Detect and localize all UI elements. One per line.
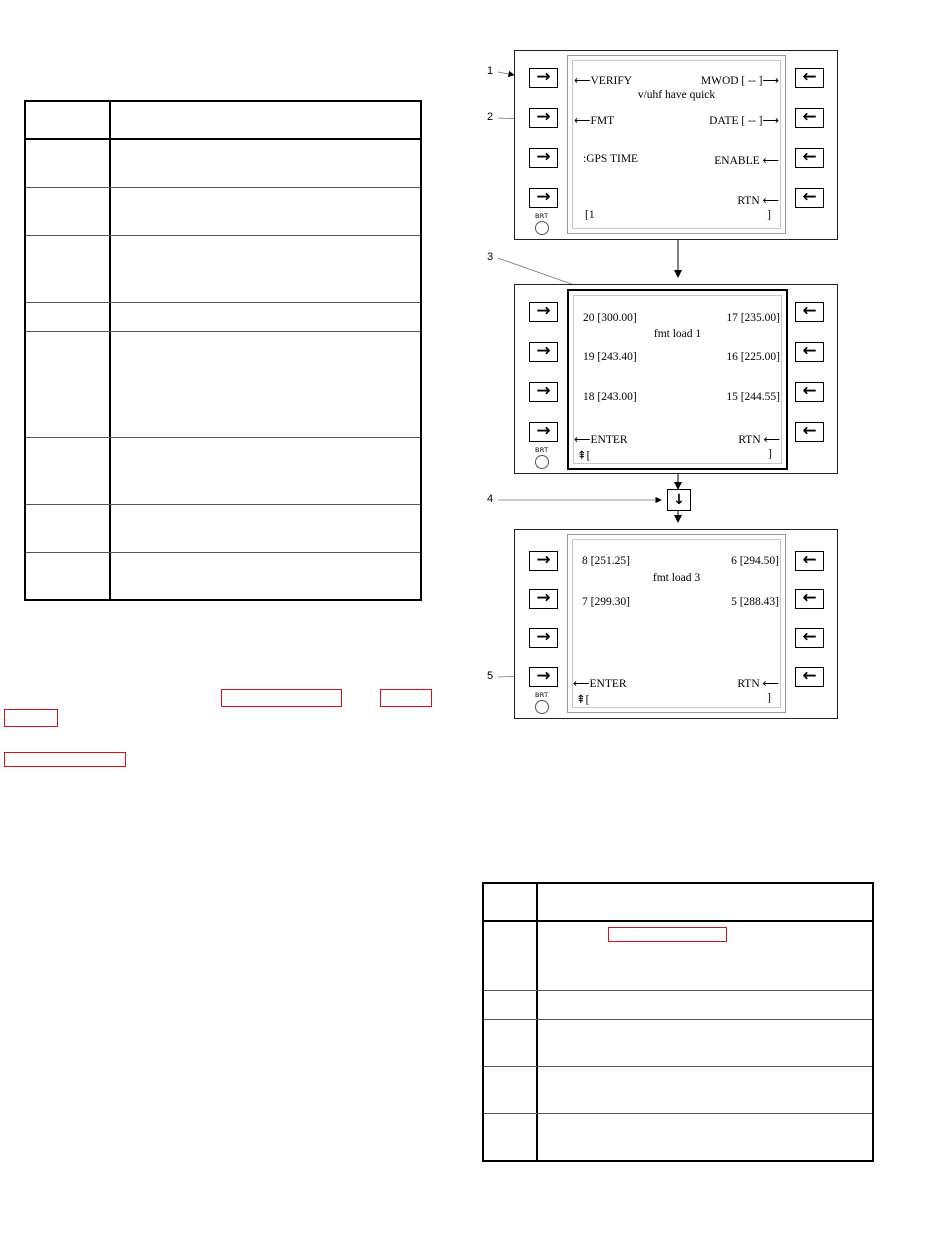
freq-preset-8[interactable]: 8 [251.25] <box>582 555 630 567</box>
right-table <box>482 882 874 1162</box>
table-row <box>484 1020 872 1067</box>
fmt-option[interactable]: ⟵FMT <box>574 115 615 127</box>
freq-preset-15[interactable]: 15 [244.55] <box>726 391 780 403</box>
arrow-right-icon[interactable]: → <box>529 148 558 168</box>
table-row <box>484 1067 872 1114</box>
reference-link[interactable] <box>608 927 727 942</box>
table-header-row <box>484 884 872 922</box>
arrow-left-icon[interactable]: ← <box>795 628 824 648</box>
enter-option[interactable]: ⟵ENTER <box>574 434 628 446</box>
freq-preset-6[interactable]: 6 [294.50] <box>731 555 779 567</box>
arrow-left-icon[interactable]: ← <box>795 382 824 402</box>
callout-3: 3 <box>487 251 494 263</box>
brt-label: BRT <box>535 212 549 220</box>
arrow-left-icon[interactable]: ← <box>795 302 824 322</box>
arrow-right-icon[interactable]: → <box>529 302 558 322</box>
brightness-knob[interactable] <box>535 221 549 235</box>
arrow-down-icon[interactable]: ↓ <box>667 489 691 511</box>
scratchpad-end: ] <box>768 448 772 460</box>
cdu-panel-3 <box>514 529 838 719</box>
arrow-left-icon[interactable]: ← <box>795 342 824 362</box>
cdu-panel-1 <box>514 50 838 240</box>
cdu-screen-2 <box>567 289 788 470</box>
callout-5: 5 <box>487 670 494 682</box>
gps-time-label: :GPS TIME <box>583 153 639 165</box>
screen-subtitle: v/uhf have quick <box>637 89 716 101</box>
freq-preset-17[interactable]: 17 [235.00] <box>726 312 780 324</box>
date-field[interactable]: DATE [ -- ]⟶ <box>709 115 779 127</box>
callout-4: 4 <box>487 493 494 505</box>
freq-preset-5[interactable]: 5 [288.43] <box>731 596 779 608</box>
arrow-right-icon[interactable]: → <box>529 68 558 88</box>
verify-option[interactable]: ⟵VERIFY <box>574 75 633 87</box>
arrow-left-icon[interactable]: ← <box>795 108 824 128</box>
arrow-left-icon[interactable]: ← <box>795 589 824 609</box>
rtn-option[interactable]: RTN ⟵ <box>737 195 779 207</box>
freq-preset-18[interactable]: 18 [243.00] <box>583 391 637 403</box>
arrow-right-icon[interactable]: → <box>529 667 558 687</box>
freq-preset-7[interactable]: 7 [299.30] <box>582 596 630 608</box>
arrow-left-icon[interactable]: ← <box>795 148 824 168</box>
arrow-right-icon[interactable]: → <box>529 422 558 442</box>
arrow-right-icon[interactable]: → <box>529 589 558 609</box>
brightness-knob[interactable] <box>535 700 549 714</box>
brt-label: BRT <box>535 446 549 454</box>
arrow-right-icon[interactable]: → <box>529 551 558 571</box>
mwod-field[interactable]: MWOD [ -- ]⟶ <box>700 75 779 87</box>
screen-subtitle: fmt load 3 <box>652 572 701 584</box>
cdu-screen-3 <box>567 534 786 713</box>
arrow-left-icon[interactable]: ← <box>795 422 824 442</box>
freq-preset-16[interactable]: 16 [225.00] <box>726 351 780 363</box>
scratchpad[interactable]: [1 <box>585 209 595 221</box>
brightness-knob[interactable] <box>535 455 549 469</box>
arrow-right-icon[interactable]: → <box>529 382 558 402</box>
brt-label: BRT <box>535 691 549 699</box>
scratchpad[interactable]: ⇞[ <box>577 450 591 462</box>
rtn-option[interactable]: RTN ⟵ <box>738 434 780 446</box>
arrow-left-icon[interactable]: ← <box>795 68 824 88</box>
arrow-left-icon[interactable]: ← <box>795 551 824 571</box>
freq-preset-19[interactable]: 19 [243.40] <box>583 351 637 363</box>
arrow-right-icon[interactable]: → <box>529 628 558 648</box>
scratchpad-end: ] <box>767 209 771 221</box>
enter-option[interactable]: ⟵ENTER <box>573 678 627 690</box>
cdu-panel-2 <box>514 284 838 474</box>
arrow-right-icon[interactable]: → <box>529 108 558 128</box>
enable-option[interactable]: ENABLE ⟵ <box>714 155 779 167</box>
cdu-screen-1 <box>567 55 786 234</box>
rtn-option[interactable]: RTN ⟵ <box>737 678 779 690</box>
scratchpad[interactable]: ⇞[ <box>576 694 590 706</box>
arrow-left-icon[interactable]: ← <box>795 667 824 687</box>
arrow-right-icon[interactable]: → <box>529 342 558 362</box>
table-row <box>484 1114 872 1160</box>
callout-2: 2 <box>487 111 494 123</box>
screen-subtitle: fmt load 1 <box>653 328 702 340</box>
callout-1: 1 <box>487 65 494 77</box>
freq-preset-20[interactable]: 20 [300.00] <box>583 312 637 324</box>
arrow-left-icon[interactable]: ← <box>795 188 824 208</box>
scratchpad-end: ] <box>767 692 771 704</box>
table-row <box>484 991 872 1020</box>
arrow-right-icon[interactable]: → <box>529 188 558 208</box>
